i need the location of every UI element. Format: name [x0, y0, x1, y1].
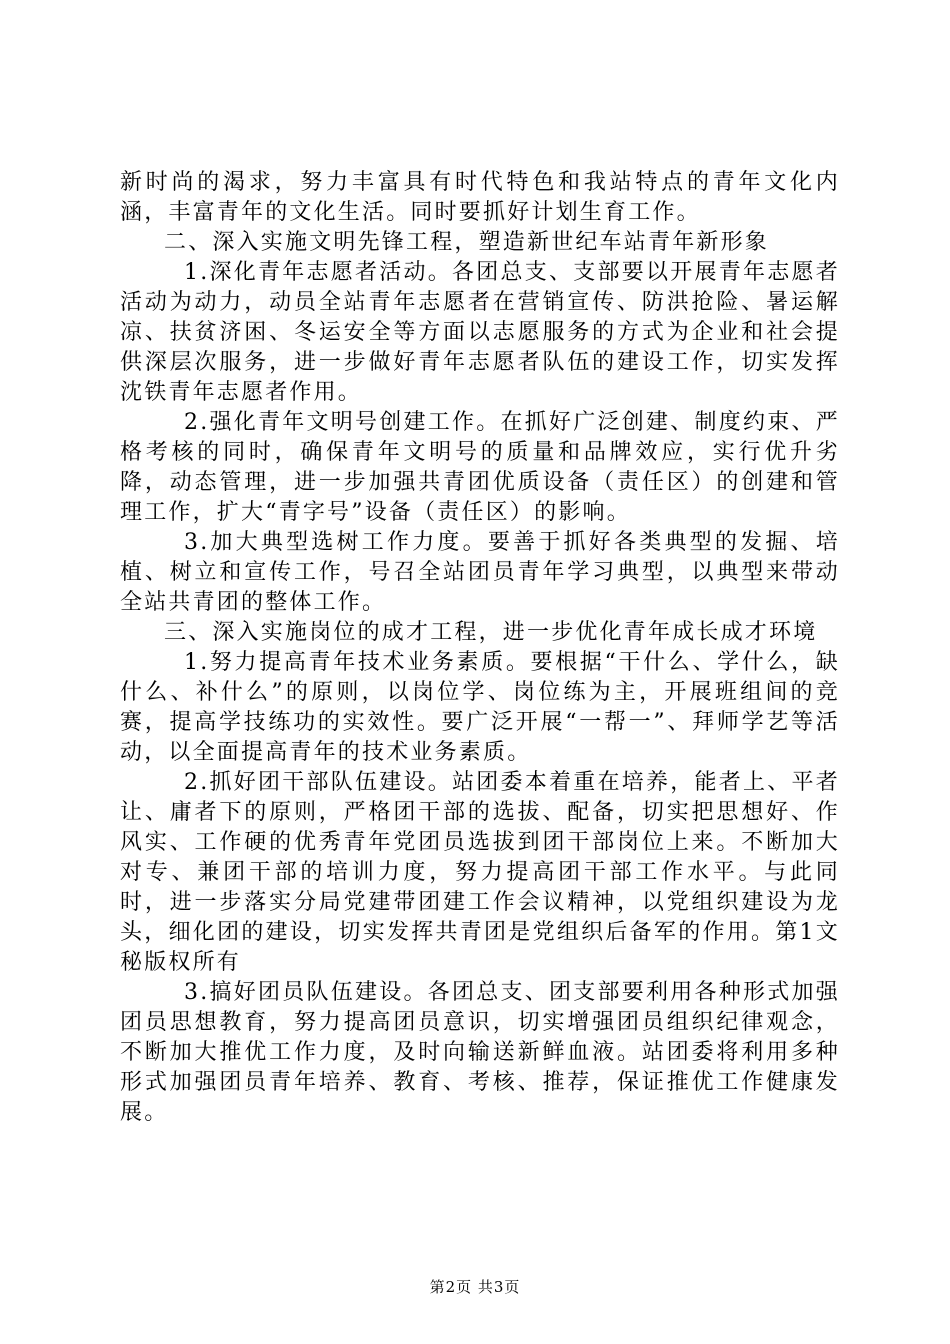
section-heading-2: 二、深入实施文明先锋工程，塑造新世纪车站青年新形象: [164, 230, 770, 255]
page-number-footer: 第2页 共3页: [429, 1278, 521, 1296]
paragraph-2-1: 1.深化青年志愿者活动。各团总支、支部要以开展青年志愿者活动为动力，动员全站青年志愿者在营销宣传、防洪抢险、暑运解凉、扶贫济困、冬运安全等方面以志愿服务的方式为企业和社会提供深层次服务，进一步做好青年志愿者队伍的建设工作，切实发挥沈铁青年志愿者作用。: [120, 260, 840, 405]
paragraph-3-3: 3.搞好团员队伍建设。各团总支、团支部要利用各种形式加强团员思想教育，努力提高团员意识，切实增强团员组织纪律观念，不断加大推优工作力度，及时向输送新鲜血液。站团委将利用多种形式加强团员青年培养、教育、考核、推荐，保证推优工作健康发展。: [120, 980, 840, 1125]
paragraph-2-3: 3.加大典型选树工作力度。要善于抓好各类典型的发掘、培植、树立和宣传工作，号召全站团员青年学习典型，以典型来带动全站共青团的整体工作。: [120, 530, 840, 615]
document-body: [120, 168, 840, 1128]
paragraph-continuation: 新时尚的渴求，努力丰富具有时代特色和我站特点的青年文化内涵，丰富青年的文化生活。同时要抓好计划生育工作。: [120, 170, 840, 225]
paragraph-3-1: 1.努力提高青年技术业务素质。要根据“干什么、学什么，缺什么、补什么”的原则，以岗位学、岗位练为主，开展班组间的竞赛，提高学技练功的实效性。要广泛开展“一帮一”、拜师学艺等活动，以全面提高青年的技术业务素质。: [120, 650, 840, 765]
section-heading-3: 三、深入实施岗位的成才工程，进一步优化青年成长成才环境: [164, 620, 818, 645]
paragraph-3-2: 2.抓好团干部队伍建设。站团委本着重在培养，能者上、平者让、庸者下的原则，严格团干部的选拔、配备，切实把思想好、作风实、工作硬的优秀青年党团员选拔到团干部岗位上来。不断加大对专、兼团干部的培训力度，努力提高团干部工作水平。与此同时，进一步落实分局党建带团建工作会议精神，以党组织建设为龙头，细化团的建设，切实发挥共青团是党组织后备军的作用。第1文秘版权所有: [120, 770, 840, 975]
paragraph-2-2: 2.强化青年文明号创建工作。在抓好广泛创建、制度约束、严格考核的同时，确保青年文明号的质量和品牌效应，实行优升劣降，动态管理，进一步加强共青团优质设备（责任区）的创建和管理工作，扩大“青字号”设备（责任区）的影响。: [120, 410, 840, 525]
